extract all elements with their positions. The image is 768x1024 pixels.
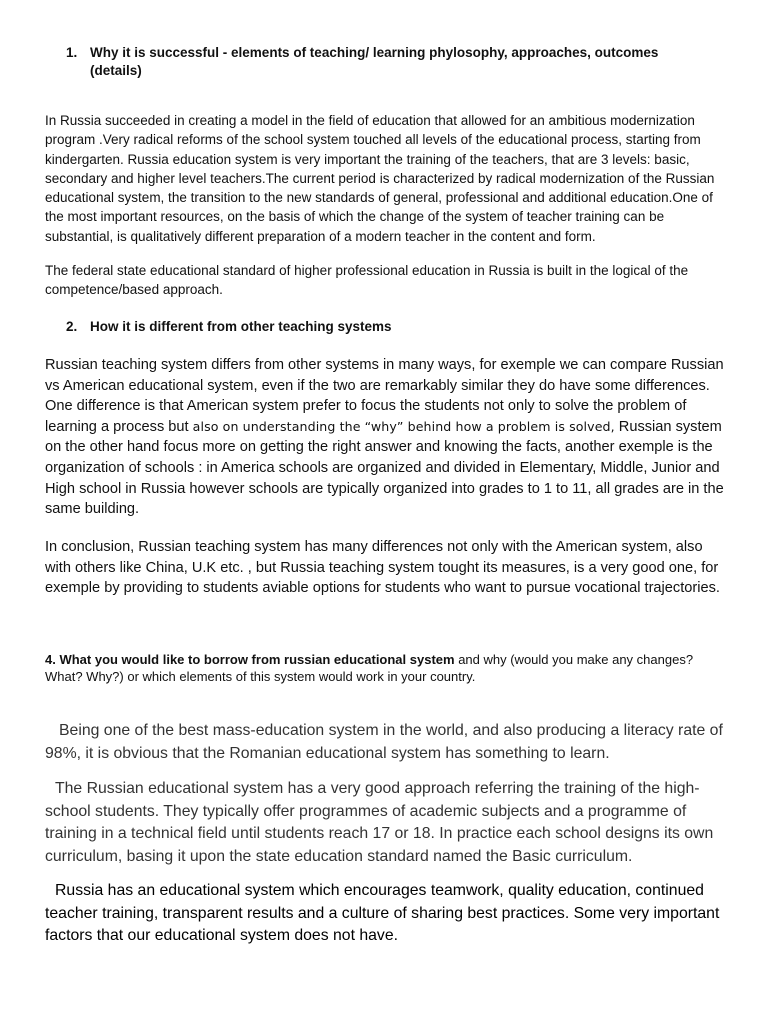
section-4-heading-rest: and why (would you make any changes? What? Why?) or which elements of this system would work in your country. [45,652,694,684]
section-2-paragraph-2: In conclusion, Russian teaching system has many differences not only with the American system, also with others like China, U.K etc. , but Russia teaching system tought its measures, is a very good one, for exemple by providing to students aviable options for students who want to pursue vocational trajectories. [45,539,720,597]
section-2-heading-text: How it is different from other teaching systems [90,319,392,334]
section-1-paragraph-1: In Russia succeeded in creating a model in the field of education that allowed for an ambitious modernization program .Very radical reforms of the school system touched all levels of the educational process, starting from kindergarten. Russia education system is very important the training of the teachers, that are 3 levels: basic, secondary and higher level teachers.The current period is characterized by radical modernization of the Russian educational system, the transition to the new standards of general, professional and additional education.One of the most important resources, on the basis of which the change of the system of teacher training can be substantial, is qualitatively different preparation of a modern teacher in the content and form. [45,113,715,244]
section-2-paragraph-1-part-2: also on understanding the “why” behind how a problem is solved, [192,418,615,434]
section-4-paragraph-3: Russia has an educational system which encourages teamwork, quality education, continued teacher training, transparent results and a culture of sharing best practices. Some very important factors that our educational system does not have. [45,882,720,945]
section-4-paragraph-1: Being one of the best mass-education system in the world, and also producing a literacy rate of 98%, it is obvious that the Romanian educational system has something to learn. [45,722,723,762]
section-4-heading-bold: 4. What you would like to borrow from russian educational system [45,652,455,667]
section-1-paragraph-2: The federal state educational standard of higher professional education in Russia is built in the logical of the competence/based approach. [45,263,689,298]
section-2-paragraph-1 [45,355,725,520]
section-2-paragraph-1-part-1: Russian teaching system differs from other systems in many ways, for exemple we can compare Russian vs American educational system, even if the two are remarkably similar they do have some differences. One difference is that American system prefer to focus the students not only to solve the problem of learning a process but [45,357,724,435]
section-1-heading [66,44,706,80]
section-2-paragraph-1-part-3: Russian system on the other hand focus more on getting the right answer and knowing the facts, another exemple is the organization of schools : in America schools are organized and divided in Elementary, Middle, Junior and High school in Russia however schools are typically organized into grades to 1 to 11, all grades are in the same building. [45,418,724,518]
section-1-number: 1. [66,45,78,60]
section-2-heading [66,318,706,336]
section-2-number: 2. [66,319,78,334]
section-4-paragraph-2: The Russian educational system has a very good approach referring the training of the high-school students. They typically offer programmes of academic subjects and a programme of training in a technical field until students reach 17 or 18. In practice each school designs its own curriculum, basing it upon the state education standard named the Basic curriculum. [45,780,714,865]
section-4-heading [45,652,725,685]
section-1-heading-text: Why it is successful - elements of teaching/ learning phylosophy, approaches, outcomes (details) [90,45,659,78]
